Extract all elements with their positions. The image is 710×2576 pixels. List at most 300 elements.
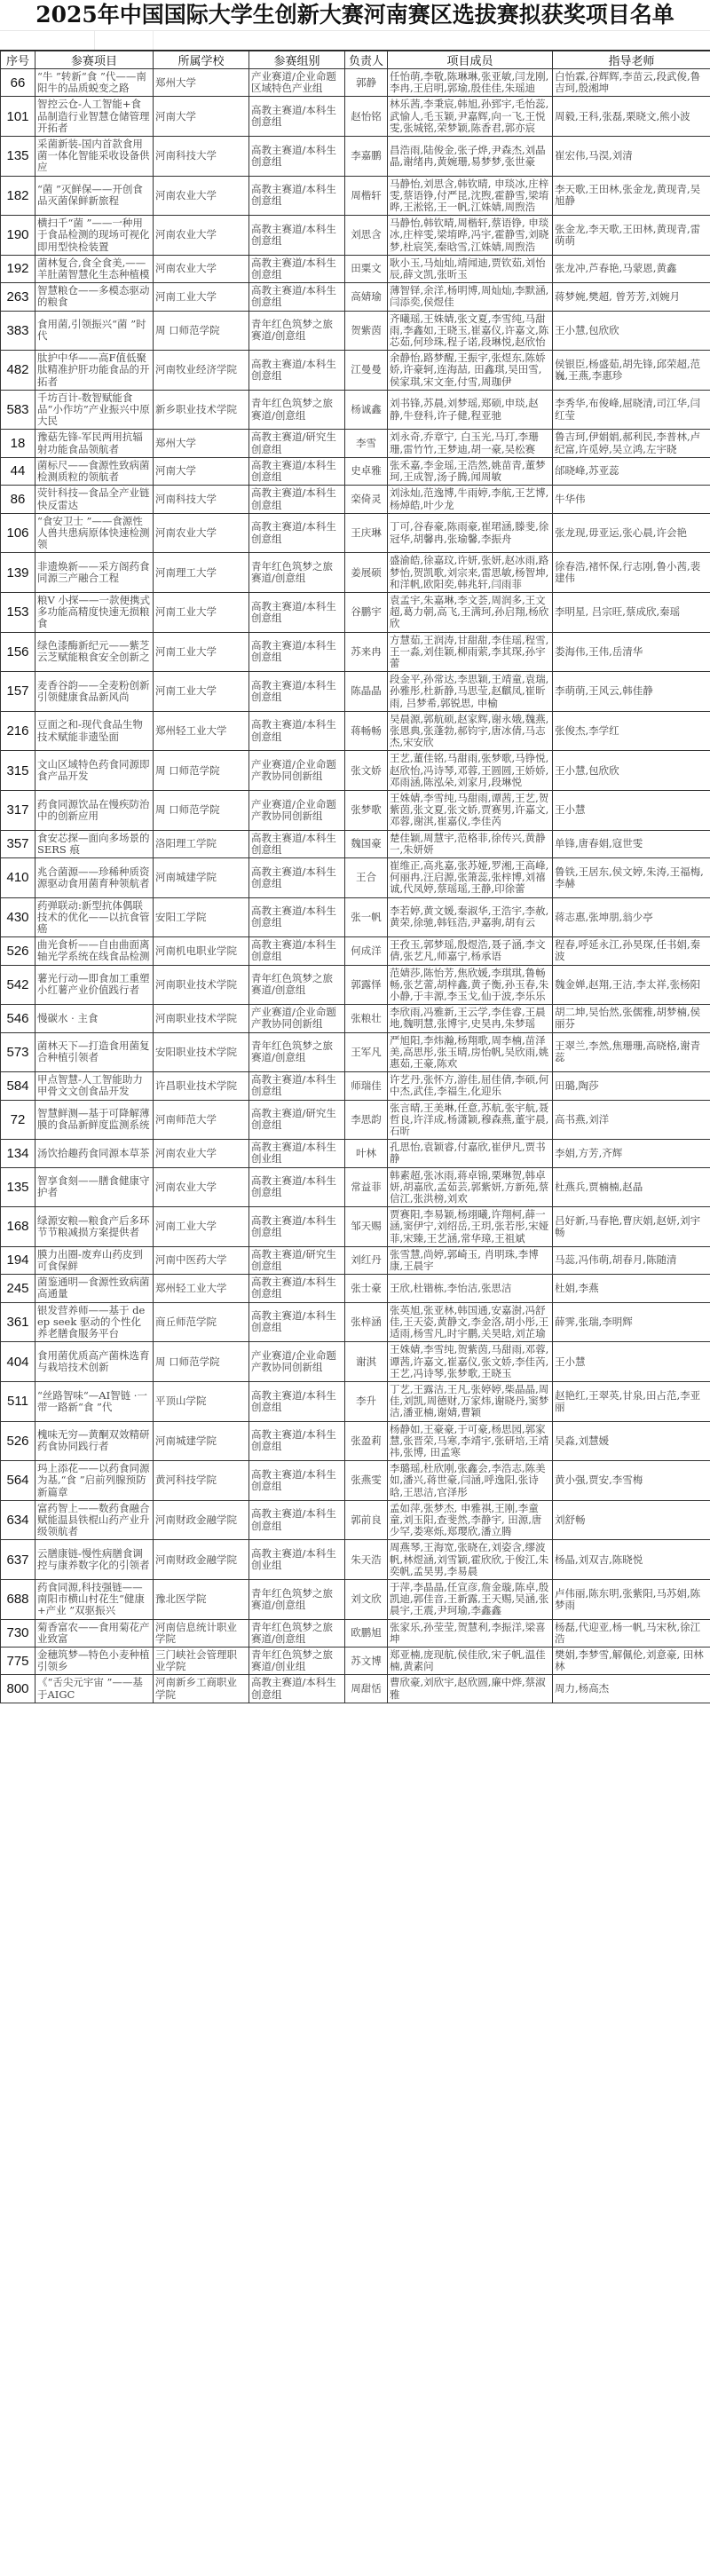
mentors-cell: 邰晓峰,苏亚蕊	[553, 457, 710, 485]
leader-cell: 江曼曼	[345, 351, 388, 391]
members-cell: 薄智铎,余洋,杨明博,周灿灿,李默涵,闫添奕,侯煜佳	[388, 283, 553, 311]
school-cell: 河南大学	[154, 97, 249, 137]
school-cell: 安阳工学院	[154, 897, 249, 937]
members-cell: 昌浩雨,陆俊金,张子烨,尹森杰,刘晶晶,谢绪冉,黄婉珊,易梦梦,张世豪	[388, 137, 553, 177]
leader-cell: 常益菲	[345, 1167, 388, 1207]
table-row	[1, 1381, 710, 1421]
project-cell: 食用菌优质高产菌株选育与栽培技术创新	[36, 1342, 154, 1382]
mentors-cell: 魏金婵,赵翔,王洁,李太祥,张杨阳	[553, 965, 710, 1005]
members-cell: 张雪慧,尚婷,郭崎玉, 肖明珠,李博康,王晨宇	[388, 1246, 553, 1274]
table-row	[1, 830, 710, 857]
members-cell: 马静怡,韩钦晴,周楷轩,蔡语铮, 申琰冰,庄梓雯,梁堉晔,冯宇,霍静雪,刘晓梦,杜宸笑,秦晗雪,江姝婧,周煦浩	[388, 216, 553, 256]
mentors-cell: 鲁铁,王居东,侯文婷,朱涛,王福梅,李赫	[553, 857, 710, 897]
header-group: 参赛组别	[249, 51, 345, 69]
leader-cell: 刘红丹	[345, 1246, 388, 1274]
group-cell: 高教主赛道/本科生创业组	[249, 1140, 345, 1167]
group-cell: 高教主赛道/本科生创意组	[249, 632, 345, 672]
serial-no-cell: 315	[1, 751, 36, 791]
school-cell: 河南工业大学	[154, 672, 249, 712]
leader-cell: 张一帆	[345, 897, 388, 937]
school-cell: 许昌职业技术学院	[154, 1072, 249, 1100]
project-cell: 药食同源,科技强链——南阳市横山村花生“健康+产业 ”双驱振兴	[36, 1579, 154, 1619]
leader-cell: 李思韵	[345, 1100, 388, 1140]
group-cell: 高教主赛道/本科生创意组	[249, 457, 345, 485]
leader-cell: 张盈莉	[345, 1421, 388, 1461]
school-cell: 周 口师范学院	[154, 751, 249, 791]
mentors-cell: 黄小强,贾安,李雪梅	[553, 1461, 710, 1501]
mentors-cell: 杜燕兵,贾楠楠,赵晶	[553, 1167, 710, 1207]
school-cell: 商丘师范学院	[154, 1302, 249, 1342]
school-cell: 三门峡社会管理职业学院	[154, 1647, 249, 1674]
members-cell: 孟如萍,张梦杰, 申雅祺,王刚,李童童,刘玉阳,查斐然,李静宇, 田源,唐少罕,娄寒烁,郑璎欣,潘立腾	[388, 1500, 553, 1540]
project-cell: 《“舌尖元宇宙 ”——基于AIGC	[36, 1675, 154, 1703]
school-cell: 河南大学	[154, 457, 249, 485]
table-row	[1, 255, 710, 282]
leader-cell: 周楷轩	[345, 176, 388, 216]
leader-cell: 张士豪	[345, 1275, 388, 1302]
table-row	[1, 937, 710, 965]
leader-cell: 周甜恬	[345, 1675, 388, 1703]
serial-no-cell: 383	[1, 311, 36, 351]
mentors-cell: 李娟,方芳,齐辉	[553, 1140, 710, 1167]
leader-cell: 刘思含	[345, 216, 388, 256]
leader-cell: 李雪	[345, 430, 388, 457]
mentors-cell: 吕好新,马春艳,曹庆娟,赵妍,刘宇畅	[553, 1207, 710, 1247]
serial-no-cell: 66	[1, 69, 36, 97]
group-cell: 高教主赛道/本科生创意组	[249, 857, 345, 897]
group-cell: 高教主赛道/本科生创意组	[249, 513, 345, 553]
group-cell: 高教主赛道/本科生创意组	[249, 1275, 345, 1302]
award-table	[0, 51, 710, 1703]
members-cell: 耿小玉,马灿灿,靖闻迪,贾钦茹,刘怡辰,薛文凯,张昕玉	[388, 255, 553, 282]
table-row	[1, 97, 710, 137]
mentors-cell: 高书燕,刘洋	[553, 1100, 710, 1140]
table-row	[1, 751, 710, 791]
mentors-cell: 周毅,王科,张磊,栗晓文,熊小波	[553, 97, 710, 137]
members-cell: 孔思怡,袁颖睿,付嘉欣,崔伊凡,贾书静	[388, 1140, 553, 1167]
project-cell: 非遗焕新——采方阁药食同源三产融合工程	[36, 553, 154, 593]
serial-no-cell: 190	[1, 216, 36, 256]
header-leader: 负责人	[345, 51, 388, 69]
group-cell: 高教主赛道/本科生创意组	[249, 216, 345, 256]
table-row	[1, 390, 710, 430]
school-cell: 安阳职业技术学院	[154, 1032, 249, 1072]
project-cell: 绿色漆酶新纪元——紫芝云芝赋能粮食安全创新之	[36, 632, 154, 672]
members-cell: 任怡萌,李敬,陈琳琳,张亚敏,闫龙刚,李冉,王启明,郭瑜,殷佳佳,朱瑶迪	[388, 69, 553, 97]
project-cell: 玛上添花——以药食同源为基,“食 ”启前列腺预防新篇章	[36, 1461, 154, 1501]
project-cell: 菌标尺——食源性致病菌检测质粒的领航者	[36, 457, 154, 485]
mentors-cell: 张龙现,毋亚运,张心晨,许会艳	[553, 513, 710, 553]
members-cell: 王姝婧,李雪纯,贺紫茵,马甜雨,邓蓉,谭茜,许嘉文,崔嘉仪,张文娇,李佳芮,王艺,冯诗琴,张梦歌,王晓玉	[388, 1342, 553, 1382]
members-cell: 范婧莎,陈怡芳,焦欣媛,李琪琪,鲁畅畅,张艺蕾,胡梓鑫,黄子衡,孙玉春,朱小静,于丰源,李玉戈,仙于波,李乐乐	[388, 965, 553, 1005]
members-cell: 严旭阳,李炜瀚,杨翔歌,周李楠,苗泽美,高思彤,张玉晴,房怡帆,吴欣雨,姚惠茹,王豪,陈欢	[388, 1032, 553, 1072]
leader-cell: 郭静	[345, 69, 388, 97]
serial-no-cell: 86	[1, 486, 36, 513]
members-cell: 方慧茹,王润涛,甘甜甜,李佳瑶,程雪,王一淼,刘佳颖,柳雨萦,李其琛,孙宇蕾	[388, 632, 553, 672]
members-cell: 崔维正,高兆嘉,张苏娅,罗湘,王高峰,何丽冉,汪启源,张箫蕊,张梓博,刘禧诚,代凤婷,蔡瑶瑶,王静,印徐蕾	[388, 857, 553, 897]
members-cell: 曹欣豪,刘欣宇,赵欣圆,廉中烨,蔡淑雅	[388, 1675, 553, 1703]
members-cell: 杨静如,王豪豪,于可豪,杨思园,郭家慧,张晋荣,马寒,李靖宇,张研培,王靖祎,张博, 田孟寒	[388, 1421, 553, 1461]
school-cell: 河南农业大学	[154, 1167, 249, 1207]
serial-no-cell: 135	[1, 1167, 36, 1207]
serial-no-cell: 101	[1, 97, 36, 137]
table-row	[1, 965, 710, 1005]
table-row	[1, 486, 710, 513]
mentors-cell: 李秀华,布俊峰,屈晓清,司江华,闫红莹	[553, 390, 710, 430]
serial-no-cell: 182	[1, 176, 36, 216]
leader-cell: 叶林	[345, 1140, 388, 1167]
table-row	[1, 790, 710, 830]
project-cell: 食安芯探—面向多场景的 SERS 痕	[36, 830, 154, 857]
leader-cell: 陈晶晶	[345, 672, 388, 712]
serial-no-cell: 800	[1, 1675, 36, 1703]
serial-no-cell: 317	[1, 790, 36, 830]
header-school: 所属学校	[154, 51, 249, 69]
project-cell: 肽护中华——高F值低聚肽精准护肝功能食品的开拓者	[36, 351, 154, 391]
project-cell: “食安卫士 ”——食源性人兽共患病原体快速检测领	[36, 513, 154, 553]
mentors-cell: 杜娟,李燕	[553, 1275, 710, 1302]
leader-cell: 高婧瑜	[345, 283, 388, 311]
gridline	[153, 31, 154, 50]
group-cell: 青年红色筑梦之旅赛道/创业组	[249, 1647, 345, 1674]
serial-no-cell: 361	[1, 1302, 36, 1342]
project-cell: 绿源安粮—粮食产后多环节节粮减损方案提供者	[36, 1207, 154, 1247]
mentors-cell: 王小慧,包欣欣	[553, 311, 710, 351]
serial-no-cell: 134	[1, 1140, 36, 1167]
serial-no-cell: 106	[1, 513, 36, 553]
mentors-cell: 牛华伟	[553, 486, 710, 513]
table-row	[1, 1342, 710, 1382]
project-cell: 智控云仓-人工智能+食品制造行业智慧仓储管理开拓者	[36, 97, 154, 137]
project-cell: 智慧鲜测—基于可降解薄膜的食品新鲜度监测系统	[36, 1100, 154, 1140]
leader-cell: 谢淇	[345, 1342, 388, 1382]
school-cell: 河南农业大学	[154, 255, 249, 282]
table-row	[1, 1246, 710, 1274]
serial-no-cell: 564	[1, 1461, 36, 1501]
group-cell: 青年红色筑梦之旅赛道/创意组	[249, 553, 345, 593]
mentors-cell: 李明星, 吕宗旺,蔡成欣,秦瑶	[553, 592, 710, 632]
group-cell: 产业赛道/企业命题产教协同创新组	[249, 751, 345, 791]
group-cell: 青年红色筑梦之旅赛道/创意组	[249, 390, 345, 430]
serial-no-cell: 245	[1, 1275, 36, 1302]
mentors-cell: 刘舒畅	[553, 1500, 710, 1540]
school-cell: 河南工业大学	[154, 283, 249, 311]
leader-cell: 欧鹏旭	[345, 1619, 388, 1647]
table-row	[1, 176, 710, 216]
table-body	[1, 69, 710, 1703]
project-cell: 采菌新装-国内首款食用菌一体化智能采收设备供应	[36, 137, 154, 177]
mentors-cell: 周力,杨高杰	[553, 1675, 710, 1703]
group-cell: 青年红色筑梦之旅赛道/创意组	[249, 1032, 345, 1072]
header-mentors: 指导老师	[553, 51, 710, 69]
blank-spreadsheet-row	[0, 31, 710, 51]
group-cell: 高教主赛道/本科生创意组	[249, 897, 345, 937]
school-cell: 河南工业大学	[154, 1207, 249, 1247]
project-cell: 千坊百计-数智赋能食品“小作坊”产业振兴中原大民	[36, 390, 154, 430]
mentors-cell: 卢伟丽,陈东明,张紫阳,马苏娟,陈梦雨	[553, 1579, 710, 1619]
leader-cell: 李升	[345, 1381, 388, 1421]
table-row	[1, 137, 710, 177]
leader-cell: 邹天赐	[345, 1207, 388, 1247]
table-row	[1, 1140, 710, 1167]
group-cell: 高教主赛道/本科生创意组	[249, 711, 345, 751]
group-cell: 高教主赛道/本科生创意组	[249, 176, 345, 216]
mentors-cell: 程春,呼延永江,孙昊琛,任书娟,秦波	[553, 937, 710, 965]
serial-no-cell: 157	[1, 672, 36, 712]
project-cell: 文山区域特色药食同源即食产品开发	[36, 751, 154, 791]
group-cell: 产业赛道/企业命题产教协同创新组	[249, 1342, 345, 1382]
project-cell: “丝路智味“—AI智链 ·一带一路新“食 ”代	[36, 1381, 154, 1421]
school-cell: 河南牧业经济学院	[154, 351, 249, 391]
school-cell: 河南工业大学	[154, 632, 249, 672]
group-cell: 高教主赛道/本科生创业组	[249, 1540, 345, 1580]
serial-no-cell: 730	[1, 1619, 36, 1647]
members-cell: 贾赛阳,李易颖,杨翊曦,许翔柯,薛一涵,窦伊宁,刘绍岳,王玥,张若彤,宋娅菲,宋臻,王艺涵,常华璋,王祖斌	[388, 1207, 553, 1247]
project-cell: 食用菌,引领振兴“菌 ”时代	[36, 311, 154, 351]
mentors-cell: 薛霁,张瑞,李明辉	[553, 1302, 710, 1342]
leader-cell: 张燕雯	[345, 1461, 388, 1501]
group-cell: 高教主赛道/研究生创意组	[249, 1100, 345, 1140]
members-cell: 马静怡,刘思含,韩钦晴, 申琰冰,庄梓雯,蔡语铮,付严昆,沈煦,霍静雪,梁堉晔,王淞铭,王一帆,江姝婧,周煦浩	[388, 176, 553, 216]
school-cell: 河南财政金融学院	[154, 1540, 249, 1580]
school-cell: 河南科技大学	[154, 486, 249, 513]
serial-no-cell: 775	[1, 1647, 36, 1674]
table-row	[1, 1540, 710, 1580]
table-row	[1, 1005, 710, 1032]
mentors-cell: 王翠兰,李然,焦珊珊,高晓格,谢青蕊	[553, 1032, 710, 1072]
members-cell: 张英旭,张亚林,韩国通,安嘉澍,冯舒佳,王天姿,黄静文,李金洛,胡小彤,王适雨,杨雪凡,时宇鹏,关昊晗,刘芷瑜	[388, 1302, 553, 1342]
project-cell: 慢碳水 · 主食	[36, 1005, 154, 1032]
leader-cell: 魏国豪	[345, 830, 388, 857]
members-cell: 周燕琴,王海宽,张晓在,刘姿含,缪波帆,林煜涵,刘雪颖,霍欣欣,于俊江,朱奕帆,孟昊男,李易晨	[388, 1540, 553, 1580]
group-cell: 高教主赛道/本科生创意组	[249, 486, 345, 513]
school-cell: 周 口师范学院	[154, 1342, 249, 1382]
leader-cell: 王合	[345, 857, 388, 897]
serial-no-cell: 511	[1, 1381, 36, 1421]
project-cell: 菌林复合,食全食美,——羊肚菌智慧化生态种植模	[36, 255, 154, 282]
members-cell: 丁艺,王露洁,王凡,张婷婷,柴晶晶,周佳,刘凯,周德财,万家炜,谢晓丹,窦梦洁,潘亚楠,谢婧,曹颖	[388, 1381, 553, 1421]
table-row	[1, 1032, 710, 1072]
group-cell: 高教主赛道/本科生创意组	[249, 1167, 345, 1207]
group-cell: 高教主赛道/本科生创意组	[249, 830, 345, 857]
project-cell: 云膳康链-慢性病膳食调控与康养数字化的引领者	[36, 1540, 154, 1580]
school-cell: 河南农业大学	[154, 216, 249, 256]
members-cell: 王欣,杜锴栋,李怡洁,张思洁	[388, 1275, 553, 1302]
members-cell: 刘泳灿,范逸博,牛雨婷,李航,王艺博,杨焯皓,叶少龙	[388, 486, 553, 513]
group-cell: 高教主赛道/本科生创意组	[249, 137, 345, 177]
school-cell: 豫北医学院	[154, 1579, 249, 1619]
group-cell: 产业赛道/企业命题区域特色产业组	[249, 69, 345, 97]
members-cell: 韩素超,张冰雨,蒋卓锦,栗琳贺,韩卓妍,胡嘉欣,孟茹芸,郭紫妍,方新苑,蔡信江,张洪榜,刘欢	[388, 1167, 553, 1207]
mentors-cell: 侯银臣,杨盛茹,胡先锋,邱荣超,范巍,王燕,李惠珍	[553, 351, 710, 391]
table-row	[1, 897, 710, 937]
table-row	[1, 1275, 710, 1302]
leader-cell: 谷鹏宇	[345, 592, 388, 632]
table-row	[1, 283, 710, 311]
table-row	[1, 351, 710, 391]
school-cell: 河南工业大学	[154, 592, 249, 632]
mentors-cell: 吴淼,刘慧媛	[553, 1421, 710, 1461]
members-cell: 张家乐,孙莹莹,贺慧利,李振洋,梁喜坤	[388, 1619, 553, 1647]
group-cell: 高教主赛道/本科生创意组	[249, 97, 345, 137]
project-cell: “牛 ”转新“食 ”代——南阳牛的品质蜕变之路	[36, 69, 154, 97]
project-cell: 薯光行动—即食加工重塑小红薯产业价值践行者	[36, 965, 154, 1005]
group-cell: 高教主赛道/本科生创意组	[249, 1461, 345, 1501]
header-project: 参赛项目	[36, 51, 154, 69]
serial-no-cell: 263	[1, 283, 36, 311]
table-row	[1, 1675, 710, 1703]
mentors-cell: 蒋梦婉,樊超, 曾芳芳,刘婉月	[553, 283, 710, 311]
group-cell: 高教主赛道/本科生创意组	[249, 351, 345, 391]
mentors-cell: 王小慧,包欣欣	[553, 751, 710, 791]
table-row	[1, 857, 710, 897]
leader-cell: 栾倚灵	[345, 486, 388, 513]
serial-no-cell: 216	[1, 711, 36, 751]
mentors-cell: 李萌萌,王风云,韩佳静	[553, 672, 710, 712]
mentors-cell: 杨磊,代迎亚,杨一帆,马宋秋,徐江浩	[553, 1619, 710, 1647]
school-cell: 郑州轻工业大学	[154, 711, 249, 751]
school-cell: 河南机电职业学院	[154, 937, 249, 965]
table-row	[1, 553, 710, 593]
school-cell: 郑州大学	[154, 430, 249, 457]
group-cell: 高教主赛道/本科生创意组	[249, 283, 345, 311]
members-cell: 张言晴,王美琳,任意,苏航,张宇航,聂哲良,许洋成,杨潇颖,穆森燕,董宇晨,石昕	[388, 1100, 553, 1140]
mentors-cell: 单锋,唐春娟,寇世雯	[553, 830, 710, 857]
members-cell: 吴晨源,郭航硕,赵家辉,谢永娥,魏燕,张恩典,张蓬勃,郝钧宇,唐冰倩,马志杰,宋安欣	[388, 711, 553, 751]
serial-no-cell: 526	[1, 1421, 36, 1461]
mentors-cell: 赵艳红,王翠英,甘泉,田占范,李亚丽	[553, 1381, 710, 1421]
project-cell: 汤饮拾趣药食同源本草茶	[36, 1140, 154, 1167]
serial-no-cell: 584	[1, 1072, 36, 1100]
leader-cell: 郭露怿	[345, 965, 388, 1005]
table-row	[1, 513, 710, 553]
leader-cell: 王军凡	[345, 1032, 388, 1072]
group-cell: 高教主赛道/本科生创意组	[249, 1207, 345, 1247]
leader-cell: 刘文欣	[345, 1579, 388, 1619]
members-cell: 齐曦瑶,王姝婧,张文夏,李雪纯,马甜雨,李鑫如,王晓玉,崔嘉仪,许嘉文,陈芯茹,何珍珠,程子诺,段琳悦,赵欣怡	[388, 311, 553, 351]
serial-no-cell: 153	[1, 592, 36, 632]
serial-no-cell: 135	[1, 137, 36, 177]
table-row	[1, 216, 710, 256]
serial-no-cell: 526	[1, 937, 36, 965]
school-cell: 河南中医药大学	[154, 1246, 249, 1274]
table-row	[1, 1647, 710, 1674]
members-cell: 李璐瑶,杜欣刚,张鑫会,李浩志,陈美如,潘兴,蒋世豪,闫涵,呼逸阳,张诗晗,王思洁,官泽彤	[388, 1461, 553, 1501]
members-cell: 楚佳颖,周慧宇,范格菲,徐传兴,黄静一,朱妍妍	[388, 830, 553, 857]
table-row	[1, 1579, 710, 1619]
leader-cell: 赵怡铭	[345, 97, 388, 137]
project-cell: 荧针科技—食品全产业链快反雷达	[36, 486, 154, 513]
group-cell: 高教主赛道/本科生创意组	[249, 1302, 345, 1342]
serial-no-cell: 482	[1, 351, 36, 391]
members-cell: 李欣雨,冯雅新,王云学,李佳睿,王晨地,魏明慧,张博宇,史昊冉,朱梦瑶	[388, 1005, 553, 1032]
leader-cell: 田粟文	[345, 255, 388, 282]
leader-cell: 何成洋	[345, 937, 388, 965]
school-cell: 河南农业大学	[154, 513, 249, 553]
mentors-cell: 白怡霖,谷辉辉,李苗云,段武俊,鲁吉珂,殷湘坤	[553, 69, 710, 97]
group-cell: 产业赛道/企业命题产教协同创新组	[249, 790, 345, 830]
group-cell: 高教主赛道/研究生创意组	[249, 1246, 345, 1274]
mentors-cell: 田璐,陶莎	[553, 1072, 710, 1100]
school-cell: 河南信息统计职业学院	[154, 1619, 249, 1647]
serial-no-cell: 542	[1, 965, 36, 1005]
group-cell: 青年红色筑梦之旅赛道/创意组	[249, 1579, 345, 1619]
group-cell: 高教主赛道/本科生创意组	[249, 672, 345, 712]
leader-cell: 王庆琳	[345, 513, 388, 553]
school-cell: 河南师范大学	[154, 1100, 249, 1140]
serial-no-cell: 573	[1, 1032, 36, 1072]
page-title: 2025年中国国际大学生创新大赛河南赛区选拔赛拟获奖项目名单	[0, 0, 710, 31]
serial-no-cell: 688	[1, 1579, 36, 1619]
project-cell: 菌林天下—打造食用菌复合种植引领者	[36, 1032, 154, 1072]
leader-cell: 杨诚鑫	[345, 390, 388, 430]
serial-no-cell: 546	[1, 1005, 36, 1032]
serial-no-cell: 637	[1, 1540, 36, 1580]
leader-cell: 苏文博	[345, 1647, 388, 1674]
school-cell: 河南城建学院	[154, 857, 249, 897]
school-cell: 郑州轻工业大学	[154, 1275, 249, 1302]
project-cell: 豫菇先锋-军民两用抗辐射功能食品领航者	[36, 430, 154, 457]
project-cell: 甲点智慧-人工智能助力甲骨文文创食品开发	[36, 1072, 154, 1100]
project-cell: 药食同源饮品在慢疾防治中的创新应用	[36, 790, 154, 830]
school-cell: 周 口师范学院	[154, 790, 249, 830]
leader-cell: 张梦歌	[345, 790, 388, 830]
mentors-cell: 蒋志惠,张坤朋,翁少亭	[553, 897, 710, 937]
school-cell: 河南职业技术学院	[154, 1005, 249, 1032]
group-cell: 高教主赛道/研究生创意组	[249, 430, 345, 457]
group-cell: 青年红色筑梦之旅赛道/创意组	[249, 1619, 345, 1647]
mentors-cell: 樊娟,李梦雪,解佩伦,刘意豪, 田林林	[553, 1647, 710, 1674]
project-cell: “菌 ”灭鲜保——开创食品灭菌保鲜新旅程	[36, 176, 154, 216]
serial-no-cell: 583	[1, 390, 36, 430]
project-cell: 麦香谷韵——全麦粉创新引领健康食品新风尚	[36, 672, 154, 712]
serial-no-cell: 410	[1, 857, 36, 897]
serial-no-cell: 357	[1, 830, 36, 857]
table-row	[1, 430, 710, 457]
serial-no-cell: 634	[1, 1500, 36, 1540]
table-row	[1, 1421, 710, 1461]
members-cell: 刘书锋,苏晨,刘梦瑶,郑硕,申琰,赵静,牛登科,许子健,程亚驰	[388, 390, 553, 430]
members-cell: 王姝婧,李雪纯,马甜雨,谭茜,王艺,贺紫茵,张文夏,张文娇,贾赛男,许嘉文,邓蓉,谢淇,崔嘉仪,李佳芮	[388, 790, 553, 830]
table-row	[1, 711, 710, 751]
members-cell: 王艺,董佳铭,马甜雨,张梦歌,马铮悦,赵欣怡,冯诗琴,邓蓉,王圆圆,王娇娇,邓雨涵,陈泓朵,刘家月,段琳悦	[388, 751, 553, 791]
members-cell: 盛渝皓,徐嘉玟,许妍,张妍,赵冰雨,路梦怡,贺凯歌,刘宗来,雷思敏,杨智坤,和洋帆,欧阳奕,韩兆轩,闫雨菲	[388, 553, 553, 593]
project-cell: 豆面之和-现代食品生物技术赋能非遗坠面	[36, 711, 154, 751]
mentors-cell: 张俊杰,李学红	[553, 711, 710, 751]
project-cell: 银发营养师——基于 deep seek 驱动的个性化养老膳食服务平台	[36, 1302, 154, 1342]
serial-no-cell: 72	[1, 1100, 36, 1140]
members-cell: 刘永奇,乔章宁, 白玉光,马玎,李珊珊,雷竹竹,王梦迪,胡一豪,吴松赛	[388, 430, 553, 457]
serial-no-cell: 18	[1, 430, 36, 457]
group-cell: 高教主赛道/本科生创意组	[249, 1421, 345, 1461]
table-row	[1, 592, 710, 632]
project-cell: 膜力出圈-废弃山药皮到可食保鲜	[36, 1246, 154, 1274]
group-cell: 高教主赛道/本科生创意组	[249, 1072, 345, 1100]
school-cell: 河南科技大学	[154, 137, 249, 177]
group-cell: 高教主赛道/本科生创意组	[249, 255, 345, 282]
leader-cell: 张梓涵	[345, 1302, 388, 1342]
group-cell: 产业赛道/企业命题产教协同创新组	[249, 1005, 345, 1032]
mentors-cell: 王小慧	[553, 1342, 710, 1382]
serial-no-cell: 44	[1, 457, 36, 485]
school-cell: 河南理工大学	[154, 553, 249, 593]
table-row	[1, 457, 710, 485]
leader-cell: 郭前良	[345, 1500, 388, 1540]
mentors-cell: 张龙冲,芦春艳,马蒙恩,黄鑫	[553, 255, 710, 282]
project-cell: 金穗筑梦—特色小麦种植引领乡	[36, 1647, 154, 1674]
serial-no-cell: 139	[1, 553, 36, 593]
members-cell: 段金平,孙常达,李思颖,王靖童,袁瑞,孙雅彤,杜新静,马思莹,赵麒凤,崔昕雨, 吕梦希,郭锐思, 申榆	[388, 672, 553, 712]
